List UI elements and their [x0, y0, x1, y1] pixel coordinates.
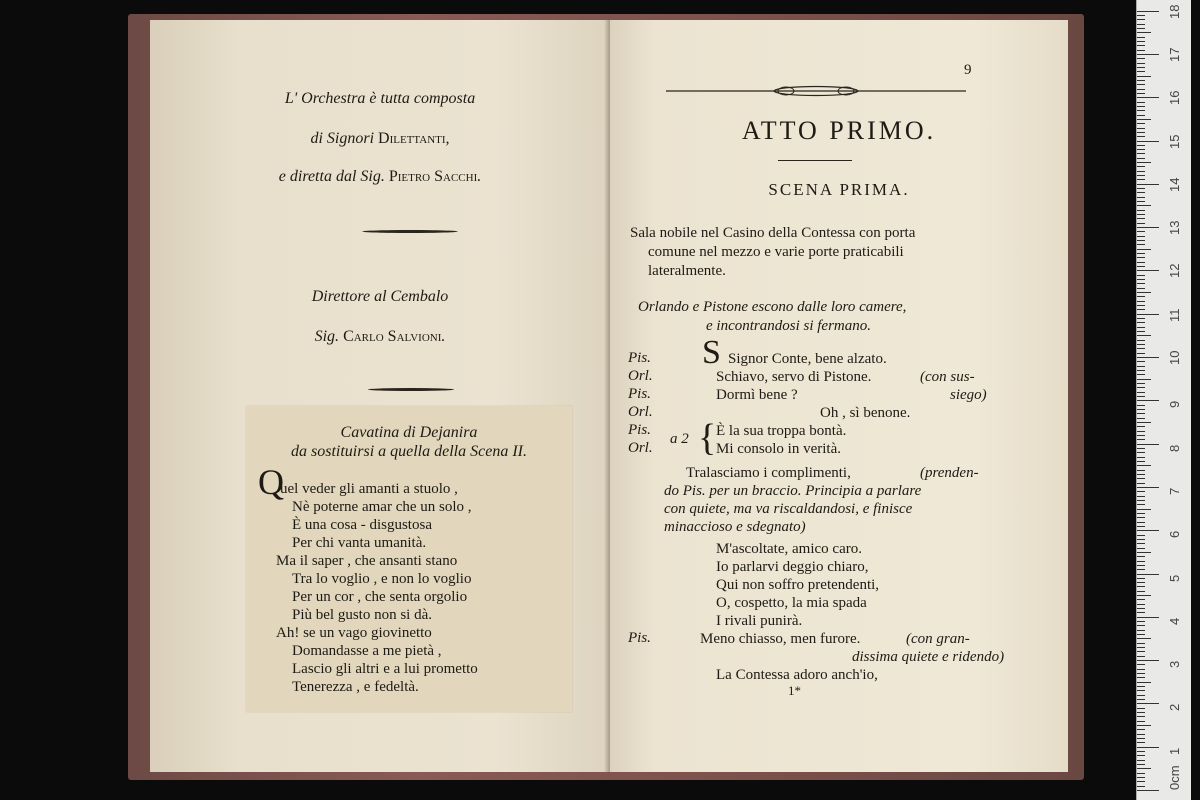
ruler-tick — [1137, 638, 1151, 639]
ruler-tick — [1137, 97, 1159, 98]
ruler-tick — [1137, 314, 1159, 315]
dialogue-line: Oh , sì benone. — [820, 405, 911, 421]
ruler-tick — [1137, 387, 1145, 388]
ruler-tick — [1137, 413, 1145, 414]
speaker-label: Pis. — [628, 422, 651, 438]
ruler-tick — [1137, 599, 1145, 600]
ruler-tick — [1137, 128, 1145, 129]
ruler-label: 18 — [1167, 4, 1182, 19]
ruler-tick — [1137, 409, 1145, 410]
ruler-tick — [1137, 530, 1159, 531]
ruler-tick — [1137, 236, 1145, 237]
ruler-tick — [1137, 396, 1145, 397]
verse-line: Domandasse a me pietà , — [292, 643, 442, 659]
ruler-tick — [1137, 426, 1145, 427]
ruler-tick — [1137, 15, 1145, 16]
stage-direction-line: Orlando e Pistone escono dalle loro camere, — [638, 299, 907, 315]
ruler-tick — [1137, 240, 1145, 241]
brace-icon: { — [698, 417, 717, 459]
ruler-tick — [1137, 478, 1145, 479]
ruler-tick — [1137, 119, 1151, 120]
ruler-tick — [1137, 751, 1145, 752]
ruler-tick — [1137, 106, 1145, 107]
ruler-tick — [1137, 504, 1145, 505]
ruler-label: 4 — [1167, 617, 1182, 625]
ruler-tick — [1137, 266, 1145, 267]
ruler-tick — [1137, 361, 1145, 362]
verse-line: O, cospetto, la mia spada — [716, 595, 867, 611]
ruler-tick — [1137, 158, 1145, 159]
speaker-label: Pis. — [628, 350, 651, 366]
ruler-tick — [1137, 192, 1145, 193]
ruler-tick — [1137, 569, 1145, 570]
ruler-label: 17 — [1167, 47, 1182, 62]
ruler-tick — [1137, 734, 1145, 735]
dialogue-line: Mi consolo in verità. — [716, 441, 841, 457]
ruler-tick — [1137, 166, 1145, 167]
ruler-tick — [1137, 465, 1151, 466]
a2-marker: a 2 — [670, 431, 689, 447]
ruler-tick — [1137, 461, 1145, 462]
ruler-tick — [1137, 162, 1151, 163]
ruler-tick — [1137, 305, 1145, 306]
ruler-tick — [1137, 500, 1145, 501]
ruler-tick — [1137, 370, 1145, 371]
ruler-tick — [1137, 37, 1145, 38]
ruler-tick — [1137, 110, 1145, 111]
speaker-label: Orl. — [628, 368, 653, 384]
ruler-tick — [1137, 218, 1145, 219]
dialogue-dropcap: S — [702, 334, 721, 371]
ruler-tick — [1137, 76, 1151, 77]
ruler-tick — [1137, 695, 1145, 696]
ruler-tick — [1137, 716, 1145, 717]
ruler-tick — [1137, 729, 1145, 730]
ruler-tick — [1137, 673, 1145, 674]
ruler-tick — [1137, 496, 1145, 497]
ruler-tick — [1137, 231, 1145, 232]
verse-line: È una cosa - disgustosa — [292, 517, 432, 533]
ruler-tick — [1137, 651, 1145, 652]
slip-title-2: da sostituirsi a quella della Scena II. — [291, 443, 527, 460]
ruler-tick — [1137, 153, 1145, 154]
ruler-tick — [1137, 366, 1145, 367]
ruler-tick — [1137, 132, 1145, 133]
ruler-tick — [1137, 50, 1145, 51]
ruler-tick — [1137, 786, 1145, 787]
speaker-label: Orl. — [628, 440, 653, 456]
ruler-tick — [1137, 543, 1145, 544]
ruler-tick — [1137, 63, 1145, 64]
ruler-tick — [1137, 474, 1145, 475]
ruler-tick — [1137, 582, 1145, 583]
ruler-tick — [1137, 327, 1145, 328]
ruler-label: 2 — [1167, 704, 1182, 712]
ruler-tick — [1137, 708, 1145, 709]
ruler-tick — [1137, 677, 1145, 678]
dialogue-note: (con gran- — [906, 631, 970, 647]
ruler-tick — [1137, 71, 1145, 72]
ruler-tick — [1137, 253, 1145, 254]
page-number: 9 — [964, 62, 972, 78]
measurement-ruler — [1136, 0, 1191, 800]
ruler-tick — [1137, 149, 1145, 150]
ruler-tick — [1137, 431, 1145, 432]
ruler-tick — [1137, 777, 1145, 778]
verse-line: Qui non soffro pretendenti, — [716, 577, 880, 593]
ruler-tick — [1137, 669, 1145, 670]
ruler-tick — [1137, 41, 1145, 42]
ruler-tick — [1137, 80, 1145, 81]
verse-line: Più bel gusto non si dà. — [292, 607, 433, 623]
slip-title-1: Cavatina di Dejanira — [340, 424, 478, 441]
ruler-tick — [1137, 288, 1145, 289]
ruler-label: 14 — [1167, 177, 1182, 192]
ruler-tick — [1137, 790, 1159, 791]
ruler-label: 6 — [1167, 530, 1182, 539]
ruler-tick — [1137, 556, 1145, 557]
verse-line: Ah! se un vago giovinetto — [276, 625, 432, 641]
ruler-tick — [1137, 102, 1145, 103]
dialogue-line: Schiavo, servo di Pistone. — [716, 369, 872, 385]
ruler-tick — [1137, 682, 1151, 683]
director-name: Sig. Carlo Salvioni. — [314, 328, 446, 345]
ruler-tick — [1137, 292, 1151, 293]
ruler-tick — [1137, 487, 1159, 488]
ornament-header — [666, 84, 966, 98]
ruler-label: 1 — [1167, 747, 1182, 755]
ruler-tick — [1137, 634, 1145, 635]
ruler-tick — [1137, 764, 1145, 765]
setting-line: Sala nobile nel Casino della Contessa con porta — [630, 225, 916, 241]
ruler-tick — [1137, 405, 1145, 406]
ruler-tick — [1137, 24, 1145, 25]
speaker-label: Pis. — [628, 386, 651, 402]
ornament-divider-1 — [362, 230, 458, 233]
ruler-tick — [1137, 621, 1145, 622]
ruler-tick — [1137, 565, 1145, 566]
ruler-tick — [1137, 643, 1145, 644]
ruler-tick — [1137, 647, 1145, 648]
ruler-tick — [1137, 418, 1145, 419]
ruler-tick — [1137, 660, 1159, 661]
verse-line: Io parlarvi deggio chiaro, — [716, 559, 869, 575]
ruler-label: 12 — [1167, 263, 1182, 279]
ruler-tick — [1137, 699, 1145, 700]
ruler-tick — [1137, 522, 1145, 523]
ruler-tick — [1137, 123, 1145, 124]
ruler-tick — [1137, 45, 1145, 46]
pasted-slip — [246, 406, 572, 712]
ruler-tick — [1137, 205, 1151, 206]
prose-line: Tralasciamo i complimenti, — [686, 465, 851, 481]
ruler-tick — [1137, 67, 1145, 68]
ruler-tick — [1137, 383, 1145, 384]
ruler-tick — [1137, 58, 1145, 59]
ruler-tick — [1137, 89, 1145, 90]
ruler-tick — [1137, 513, 1145, 514]
ruler-label: 16 — [1167, 90, 1182, 106]
ruler-tick — [1137, 747, 1159, 748]
ruler-tick — [1137, 32, 1151, 33]
ruler-tick — [1137, 517, 1145, 518]
ruler-tick — [1137, 392, 1145, 393]
ruler-label: 9 — [1167, 401, 1182, 409]
ruler-tick — [1137, 184, 1159, 185]
ruler-tick — [1137, 335, 1151, 336]
verse-line: Tenerezza , e fedeltà. — [292, 679, 419, 695]
act-rule — [778, 160, 852, 161]
ruler-tick — [1137, 249, 1151, 250]
ruler-tick — [1137, 703, 1159, 704]
ruler-tick — [1137, 686, 1145, 687]
ruler-label: 10 — [1167, 350, 1182, 365]
ruler-tick — [1137, 612, 1145, 613]
ruler-tick — [1137, 444, 1159, 445]
dialogue-line: Meno chiasso, men furore. — [700, 631, 861, 647]
ruler-tick — [1137, 608, 1145, 609]
prose-line: con quiete, ma va riscaldandosi, e finisce — [664, 501, 913, 517]
ruler-tick — [1137, 509, 1151, 510]
ruler-tick — [1137, 275, 1145, 276]
dialogue-line: È la sua troppa bontà. — [716, 423, 847, 439]
act-title: ATTO PRIMO. — [741, 116, 937, 145]
ruler-tick — [1137, 197, 1145, 198]
ruler-tick — [1137, 171, 1145, 172]
right-page — [610, 20, 1068, 772]
ruler-tick — [1137, 591, 1145, 592]
ruler-tick — [1137, 223, 1145, 224]
ruler-tick — [1137, 617, 1159, 618]
ruler-tick — [1137, 630, 1145, 631]
ruler-tick — [1137, 244, 1145, 245]
ruler-tick — [1137, 491, 1145, 492]
ruler-tick — [1137, 344, 1145, 345]
ruler-label: 15 — [1167, 134, 1182, 149]
ruler-tick — [1137, 721, 1145, 722]
ruler-tick — [1137, 262, 1145, 263]
ruler-tick — [1137, 348, 1145, 349]
ruler-tick — [1137, 188, 1145, 189]
ruler-tick — [1137, 115, 1145, 116]
verse-line: I rivali punirà. — [716, 613, 803, 629]
verse-line: Tra lo voglio , e non lo voglio — [292, 571, 472, 587]
ruler-tick — [1137, 19, 1145, 20]
prose-line: (prenden- — [920, 465, 979, 481]
ruler-tick — [1137, 93, 1145, 94]
ruler-tick — [1137, 257, 1145, 258]
ruler-tick — [1137, 227, 1159, 228]
stage-direction-line: e incontrandosi si fermano. — [706, 318, 871, 334]
signature-mark: 1* — [788, 683, 801, 698]
ruler-tick — [1137, 210, 1145, 211]
ruler-tick — [1137, 141, 1159, 142]
ruler-tick — [1137, 625, 1145, 626]
orchestra-line-3: e diretta dal Sig. Pietro Sacchi. — [278, 168, 482, 185]
speaker-label: Orl. — [628, 404, 653, 420]
dialogue-line: Dormì bene ? — [716, 387, 798, 403]
dialogue-note: (con sus- — [920, 369, 975, 385]
dialogue-note: dissima quiete e ridendo) — [852, 649, 1005, 665]
ruler-tick — [1137, 145, 1145, 146]
ruler-tick — [1137, 28, 1145, 29]
ruler-tick — [1137, 586, 1145, 587]
orchestra-line-1: L' Orchestra è tutta composta — [284, 90, 476, 107]
ruler-tick — [1137, 309, 1145, 310]
ruler-tick — [1137, 201, 1145, 202]
ruler-tick — [1137, 331, 1145, 332]
ruler-tick — [1137, 270, 1159, 271]
ruler-tick — [1137, 483, 1145, 484]
verse-line: M'ascoltate, amico caro. — [716, 541, 862, 557]
ruler-tick — [1137, 379, 1151, 380]
ruler-tick — [1137, 439, 1145, 440]
ruler-tick — [1137, 353, 1145, 354]
scene-title: SCENA PRIMA. — [768, 180, 910, 199]
verse-line: uel veder gli amanti a stuolo , — [280, 481, 458, 497]
verse-line: Per chi vanta umanità. — [292, 535, 427, 551]
ruler-tick — [1137, 742, 1145, 743]
ruler-label: 13 — [1167, 220, 1182, 236]
director-title: Direttore al Cembalo — [311, 288, 449, 305]
ruler-tick — [1137, 452, 1145, 453]
ruler-tick — [1137, 738, 1145, 739]
ruler-tick — [1137, 54, 1159, 55]
ruler-tick — [1137, 755, 1145, 756]
ruler-tick — [1137, 179, 1145, 180]
dialogue-line: La Contessa adoro anch'io, — [716, 667, 878, 683]
ruler-tick — [1137, 435, 1145, 436]
ruler-tick — [1137, 470, 1145, 471]
ruler-label: 3 — [1167, 660, 1182, 669]
ruler-tick — [1137, 136, 1145, 137]
ruler-tick — [1137, 664, 1145, 665]
setting-line: lateralmente. — [648, 263, 726, 279]
ruler-tick — [1137, 552, 1151, 553]
orchestra-line-2: di Signori Dilettanti, — [310, 130, 450, 147]
slip-dropcap: Q — [258, 462, 284, 502]
ruler-label: 8 — [1167, 444, 1182, 452]
ruler-tick — [1137, 535, 1145, 536]
left-page — [150, 20, 610, 772]
ruler-tick — [1137, 768, 1151, 769]
ruler-label: 7 — [1167, 487, 1182, 495]
verse-line: Per un cor , che senta orgolio — [292, 589, 468, 605]
ruler-tick — [1137, 340, 1145, 341]
ruler-tick — [1137, 781, 1145, 782]
dialogue-note: siego) — [950, 387, 987, 403]
ruler-tick — [1137, 604, 1145, 605]
ruler-tick — [1137, 712, 1145, 713]
ruler-tick — [1137, 760, 1145, 761]
ruler-tick — [1137, 296, 1145, 297]
verse-line: Lascio gli altri e a lui prometto — [292, 661, 478, 677]
ruler-tick — [1137, 175, 1145, 176]
ruler-tick — [1137, 539, 1145, 540]
ruler-tick — [1137, 457, 1145, 458]
ornament-divider-2 — [368, 388, 454, 391]
prose-line: minaccioso e sdegnato) — [664, 519, 806, 535]
ruler-tick — [1137, 725, 1151, 726]
verse-line: Ma il saper , che ansanti stano — [276, 553, 458, 569]
ruler-tick — [1137, 561, 1145, 562]
ruler-label: 5 — [1167, 574, 1182, 582]
verse-line: Nè poterne amar che un solo , — [292, 499, 472, 515]
ruler-tick — [1137, 595, 1151, 596]
ruler-label: 11 — [1167, 308, 1182, 322]
ruler-label: 0cm — [1167, 765, 1182, 790]
ruler-tick — [1137, 574, 1159, 575]
ruler-tick — [1137, 400, 1159, 401]
ruler-tick — [1137, 690, 1145, 691]
ruler-tick — [1137, 318, 1145, 319]
ruler-tick — [1137, 357, 1159, 358]
ruler-tick — [1137, 283, 1145, 284]
ruler-tick — [1137, 656, 1145, 657]
ruler-tick — [1137, 301, 1145, 302]
ruler-tick — [1137, 773, 1145, 774]
setting-line: comune nel mezzo e varie porte praticabili — [648, 244, 904, 260]
dialogue-line: Signor Conte, bene alzato. — [728, 351, 887, 367]
ruler-tick — [1137, 374, 1145, 375]
ruler-tick — [1137, 279, 1145, 280]
ruler-tick — [1137, 448, 1145, 449]
prose-line: do Pis. per un braccio. Principia a parlare — [664, 483, 922, 499]
ruler-tick — [1137, 11, 1159, 12]
ruler-tick — [1137, 214, 1145, 215]
ruler-tick — [1137, 322, 1145, 323]
speaker-label: Pis. — [628, 630, 651, 646]
ruler-tick — [1137, 578, 1145, 579]
ruler-tick — [1137, 84, 1145, 85]
ruler-tick — [1137, 526, 1145, 527]
ruler-tick — [1137, 548, 1145, 549]
ruler-tick — [1137, 422, 1151, 423]
